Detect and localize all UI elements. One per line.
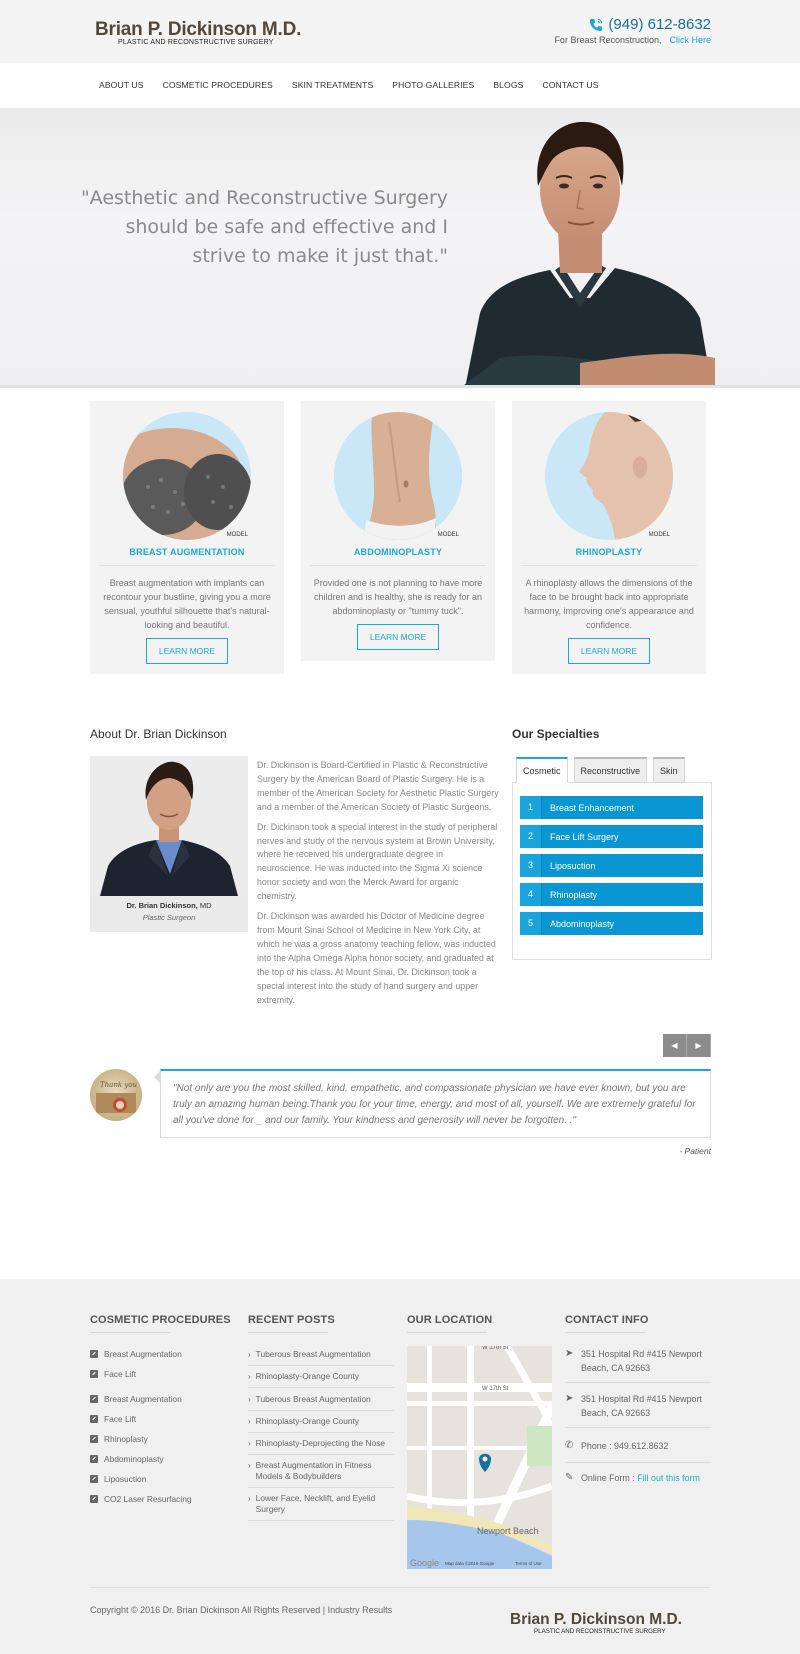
card-description: Breast augmentation with implants can recontour your bustline, giving you a more sensual, youthful silhouette that's natural-looking and beautiful. xyxy=(103,578,271,630)
specialties-list xyxy=(520,796,703,941)
footer-link-label: CO2 Laser Resurfacing xyxy=(104,1494,192,1504)
contact-divider xyxy=(565,1382,711,1383)
specialty-number: 3 xyxy=(520,854,542,877)
contact-phone[interactable] xyxy=(565,1439,711,1453)
footer-link-label: Face Lift xyxy=(104,1414,137,1424)
post-link-label: Tuberous Breast Augmentation xyxy=(255,1349,371,1359)
doctor-photo-image xyxy=(90,756,248,896)
card-title[interactable]: BREAST AUGMENTATION xyxy=(129,547,245,557)
card-abdominoplasty xyxy=(301,401,495,661)
model-label: MODEL xyxy=(226,532,248,538)
rhinoplasty-image xyxy=(545,412,673,540)
post-link-label: Rhinoplasty-Deprojecting the Nose xyxy=(255,1438,386,1448)
caption-suffix: MD xyxy=(197,901,212,910)
header-phone[interactable] xyxy=(589,16,711,33)
footer-posts-list-b xyxy=(248,1389,394,1521)
tab-cosmetic[interactable]: Cosmetic xyxy=(516,757,568,783)
testimonial-author: - Patient xyxy=(679,1146,711,1156)
doctor-portrait-image xyxy=(460,108,715,388)
online-form-label: Online Form : xyxy=(581,1473,638,1483)
rhinoplasty-photo xyxy=(545,412,673,540)
avatar-card-text: Thank you xyxy=(100,1081,138,1089)
post-link-label: Rhinoplasty-Orange County xyxy=(255,1416,360,1426)
nav-blogs[interactable]: BLOGS xyxy=(493,80,524,90)
card-title[interactable]: RHINOPLASTY xyxy=(575,547,643,557)
about-paragraph: Dr. Dickinson is Board-Certified in Plastic & Reconstructive Surgery by the American Board of Plastic Surgery. He is a member of the American Society for Aesthetic Plastic Surgery and a member of the American Society of Plastic Surgeons. xyxy=(257,760,499,812)
caption-title: Plastic Surgeon xyxy=(142,913,196,922)
phone-icon: ✆ xyxy=(565,1440,574,1451)
breast-reconstruction-note xyxy=(554,35,711,45)
footer-contact-heading: CONTACT INFO xyxy=(565,1314,649,1333)
logo-title: Brian P. Dickinson M.D. xyxy=(95,19,302,40)
footer-link[interactable] xyxy=(90,1409,192,1429)
footer-link-label: Face Lift xyxy=(104,1369,137,1379)
specialty-label: Breast Enhancement xyxy=(550,802,635,813)
specialty-label: Rhinoplasty xyxy=(550,889,598,900)
tab-skin[interactable]: Skin xyxy=(653,757,685,783)
site-logo[interactable] xyxy=(95,20,301,47)
nav-about-us[interactable]: ABOUT US xyxy=(99,80,144,90)
footer-location-heading: OUR LOCATION xyxy=(407,1314,492,1333)
card-title[interactable]: ABDOMINOPLASTY xyxy=(353,547,443,557)
abdominoplasty-image xyxy=(334,412,462,540)
card-rhinoplasty xyxy=(512,401,706,674)
card-description: Provided one is not planning to have more children and is healthy, she is ready for an abdominoplasty or "tummy tuck". xyxy=(313,578,483,616)
caption-name: Dr. Brian Dickinson, xyxy=(126,901,198,910)
external-link-icon xyxy=(90,1415,98,1423)
specialty-item[interactable] xyxy=(520,796,703,819)
footer-link[interactable] xyxy=(90,1489,192,1509)
nav-contact-us[interactable]: CONTACT US xyxy=(542,80,599,90)
post-link-label: Tuberous Breast Augmentation xyxy=(255,1394,371,1404)
breast-augmentation-image xyxy=(123,412,251,540)
location-map[interactable] xyxy=(407,1346,552,1569)
footer-posts-heading: RECENT POSTS xyxy=(248,1314,335,1333)
footer-logo[interactable] xyxy=(510,1612,682,1636)
footer-link-label: Abdominoplasty xyxy=(104,1454,164,1464)
contact-divider xyxy=(565,1462,711,1463)
chevron-right-icon: › xyxy=(248,1461,251,1470)
learn-more-button[interactable]: LEARN MORE xyxy=(146,638,228,664)
about-paragraph: Dr. Dickinson took a special interest in the study of peripheral nerves and study of the nervous system at Brown University, where he received his undergraduate degree in neuroscience. He was inducted into the Sigma Xi science honor society and won the Merck Award for organic chemistry. xyxy=(257,821,498,902)
footer-logo-subtitle: PLASTIC AND RECONSTRUCTIVE SURGERY xyxy=(534,1628,666,1635)
external-link-icon xyxy=(90,1350,98,1358)
external-link-icon xyxy=(90,1495,98,1503)
external-link-icon xyxy=(90,1395,98,1403)
learn-more-button[interactable]: LEARN MORE xyxy=(568,638,650,664)
hero-quote: "Aesthetic and Reconstructive Surgery should be safe and effective and I strive to make it just that." xyxy=(80,187,448,267)
contact-address xyxy=(565,1347,711,1375)
chevron-right-icon: › xyxy=(248,1417,251,1426)
thank-you-card-image xyxy=(90,1069,142,1121)
online-form-link[interactable]: Fill out this form xyxy=(637,1473,700,1483)
nav-photo-galleries[interactable]: PHOTO GALLERIES xyxy=(392,80,475,90)
footer-link[interactable] xyxy=(90,1469,192,1489)
chevron-right-icon: › xyxy=(248,1350,251,1359)
tab-reconstructive[interactable]: Reconstructive xyxy=(574,757,648,783)
phone-icon xyxy=(589,18,603,32)
next-arrow-icon[interactable]: ▶ xyxy=(687,1034,711,1057)
specialty-item[interactable] xyxy=(520,912,703,935)
external-link-icon xyxy=(90,1455,98,1463)
breast-augmentation-photo xyxy=(123,412,251,540)
specialty-number: 5 xyxy=(520,912,542,935)
specialty-label: Liposuction xyxy=(550,860,596,871)
footer-link-label: Liposuction xyxy=(104,1474,147,1484)
post-link[interactable] xyxy=(248,1433,394,1455)
pencil-icon: ✎ xyxy=(565,1472,574,1483)
post-link[interactable] xyxy=(248,1455,394,1488)
specialty-label: Abdominoplasty xyxy=(550,918,615,929)
location-arrow-icon: ➤ xyxy=(565,1348,574,1359)
testimonial-quote: "Not only are you the most skilled, kind, empathetic, and compassionate physician we have ever known, but you are truly an amazing human being.Thank you for your time, energy, and most of all, yourself. We are extremely grateful for all you've done for _ and our family. Your kindness and generosity will never be forgotten. ." xyxy=(160,1069,711,1138)
about-heading: About Dr. Brian Dickinson xyxy=(90,727,227,741)
model-label: MODEL xyxy=(648,532,670,538)
address-text: 351 Hospital Rd #415 Newport Beach, CA 92663 xyxy=(581,1394,702,1418)
about-text xyxy=(257,759,499,1013)
post-link[interactable] xyxy=(248,1488,394,1521)
about-photo-caption xyxy=(90,896,248,932)
specialty-label: Face Lift Surgery xyxy=(550,831,619,842)
footer-link[interactable] xyxy=(90,1429,192,1449)
external-link-icon xyxy=(90,1370,98,1378)
logo-subtitle: PLASTIC AND RECONSTRUCTIVE SURGERY xyxy=(118,39,274,46)
post-link[interactable] xyxy=(248,1411,394,1433)
map-graphic xyxy=(407,1346,552,1569)
chevron-right-icon: › xyxy=(248,1494,251,1503)
footer-cosmetic-heading: COSMETIC PROCEDURES xyxy=(90,1314,231,1333)
contact-online-form xyxy=(565,1471,711,1485)
address-text: 351 Hospital Rd #415 Newport Beach, CA 92663 xyxy=(581,1349,702,1373)
contact-phone-text: Phone : 949.612.8632 xyxy=(581,1441,669,1451)
chevron-right-icon: › xyxy=(248,1439,251,1448)
map-city-label: Newport Beach xyxy=(477,1526,539,1536)
card-description: A rhinoplasty allows the dimensions of the face to be brought back into appropriate harmony, improving one's appearance and confidence. xyxy=(524,578,694,630)
map-street-label: W 17th St xyxy=(482,1386,509,1392)
copyright-text: Copyright © 2016 Dr. Brian Dickinson All Rights Reserved | Industry Results xyxy=(90,1605,393,1615)
map-data-note: Map data ©2016 Google xyxy=(445,1561,495,1566)
footer-divider xyxy=(90,1587,710,1588)
specialty-number: 4 xyxy=(520,883,542,906)
top-header xyxy=(0,0,800,63)
abdominoplasty-photo xyxy=(334,412,462,540)
specialties-tabs xyxy=(516,757,685,783)
model-label: MODEL xyxy=(437,532,459,538)
learn-more-button[interactable]: LEARN MORE xyxy=(357,624,439,650)
specialty-item[interactable] xyxy=(520,825,703,848)
footer-link[interactable] xyxy=(90,1344,192,1364)
recon-click-here-link[interactable]: Click Here xyxy=(669,35,711,45)
footer-link-label: Breast Augmentation xyxy=(104,1349,182,1359)
post-link[interactable] xyxy=(248,1344,394,1366)
recon-text: For Breast Reconstruction, xyxy=(554,35,662,45)
about-paragraph: Dr. Dickinson was awarded his Doctor of Medicine degree from Mount Sinai School of Medicine in New York City, at which he was a gross anatomy teaching fellow, was inducted into the Alpha Omega Alpha honor society, and graduated at the top of his class. At Mount Sinai, Dr. Dickinson took a special interest into the study of hand surgery and upper extremity. xyxy=(257,911,496,1005)
prev-arrow-icon[interactable]: ◀ xyxy=(663,1034,687,1057)
testimonial-arrows xyxy=(663,1034,711,1057)
card-breast-augmentation xyxy=(90,401,284,674)
post-link-label: Rhinoplasty-Orange County xyxy=(255,1371,360,1381)
post-link-label: Lower Face, Necklift, and Eyelid Surgery xyxy=(255,1493,376,1514)
contact-divider xyxy=(565,1427,711,1428)
specialty-number: 2 xyxy=(520,825,542,848)
hero-banner xyxy=(0,108,800,388)
specialty-number: 1 xyxy=(520,796,542,819)
footer-link[interactable] xyxy=(90,1449,192,1469)
specialty-item[interactable] xyxy=(520,883,703,906)
footer-posts-list-a xyxy=(248,1344,394,1388)
post-link-label: Breast Augmentation in Fitness Models & Bodybuilders xyxy=(255,1460,372,1481)
nav-skin-treatments[interactable]: SKIN TREATMENTS xyxy=(291,80,374,90)
footer-logo-title: Brian P. Dickinson M.D. xyxy=(510,1611,682,1628)
map-street-label: W 17th St xyxy=(482,1346,509,1351)
nav-cosmetic-procedures[interactable]: COSMETIC PROCEDURES xyxy=(162,80,273,90)
chevron-right-icon: › xyxy=(248,1372,251,1381)
footer-link[interactable] xyxy=(90,1364,192,1384)
specialty-item[interactable] xyxy=(520,854,703,877)
post-link[interactable] xyxy=(248,1389,394,1411)
footer-link[interactable] xyxy=(90,1389,192,1409)
external-link-icon xyxy=(90,1475,98,1483)
phone-number: (949) 612-8632 xyxy=(608,16,711,33)
footer-cosmetic-list xyxy=(90,1344,192,1509)
chevron-right-icon: › xyxy=(248,1395,251,1404)
specialties-heading: Our Specialties xyxy=(512,727,600,741)
post-link[interactable] xyxy=(248,1366,394,1388)
map-terms-link[interactable]: Terms of Use xyxy=(515,1561,542,1566)
caption-name-line xyxy=(90,901,248,910)
footer-link-label: Rhinoplasty xyxy=(104,1434,148,1444)
footer-link-label: Breast Augmentation xyxy=(104,1394,182,1404)
testimonial-avatar xyxy=(90,1069,142,1121)
google-logo: Google xyxy=(410,1558,440,1568)
main-nav xyxy=(0,63,800,108)
location-arrow-icon: ➤ xyxy=(565,1393,574,1404)
external-link-icon xyxy=(90,1435,98,1443)
contact-address xyxy=(565,1392,711,1420)
about-doctor-photo xyxy=(90,756,248,896)
